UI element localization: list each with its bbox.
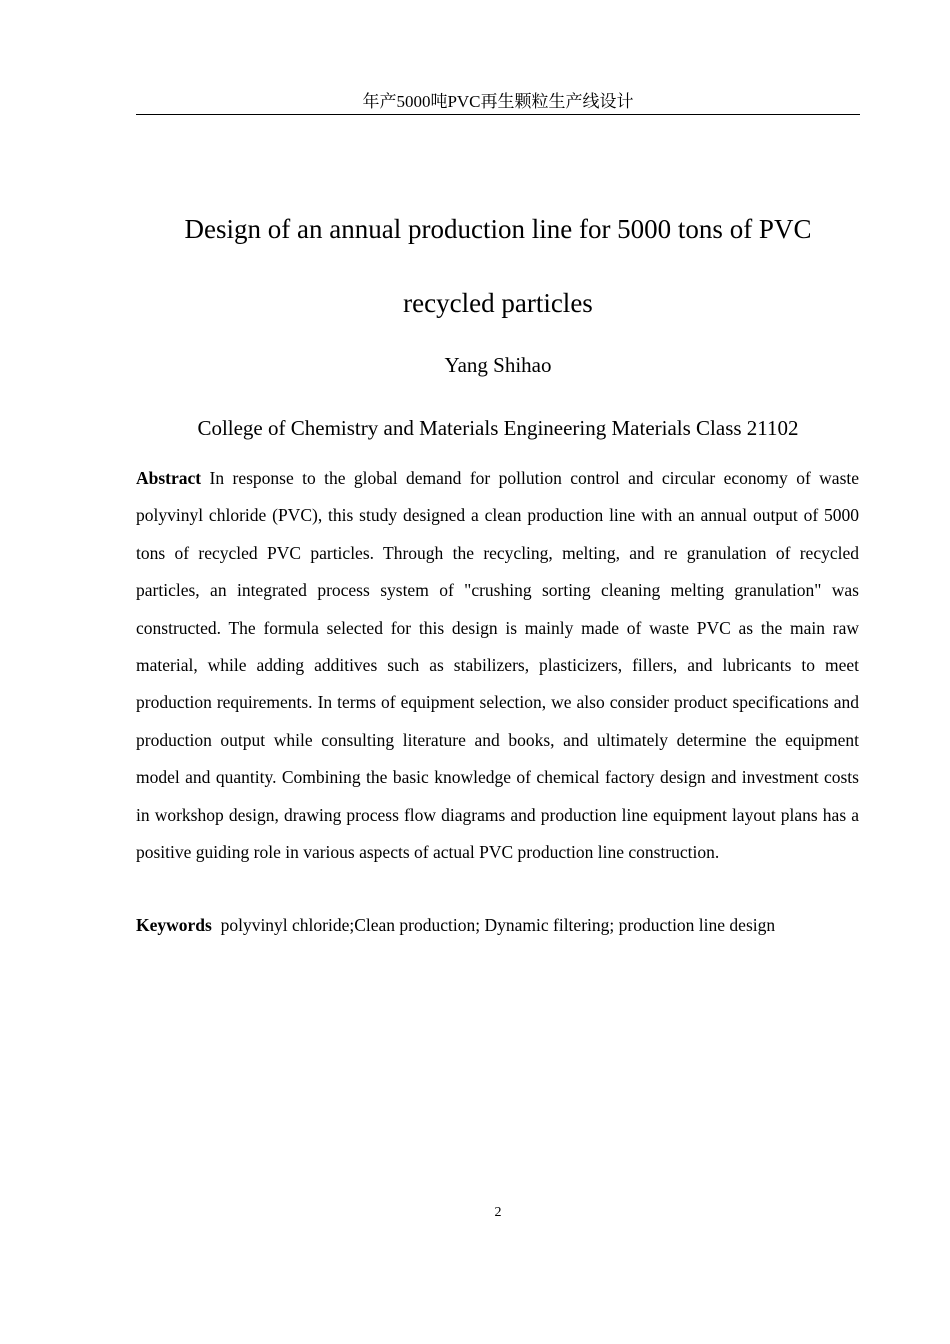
paper-title: Design of an annual production line for 5000 tons of PVC recycled particles	[184, 214, 812, 318]
keywords-text: polyvinyl chloride;Clean production; Dynamic filtering; production line design	[220, 915, 776, 935]
abstract-paragraph	[136, 460, 859, 871]
author-affiliation: College of Chemistry and Materials Engineering Materials Class 21102	[197, 416, 799, 440]
running-header: 年产5000吨PVC再生颗粒生产线设计	[136, 90, 860, 115]
keywords-label: Keywords	[136, 915, 212, 935]
author-name: Yang Shihao	[444, 353, 552, 377]
abstract-text: In response to the global demand for pollution control and circular economy of waste polyvinyl chloride (PVC), this study designed a clean production line with an annual output of 5000 tons of recycled PVC particles. Through the recycling, melting, and re granulation of recycled particles, an integrated process system of "crushing sorting cleaning melting granulation" was constructed. The formula selected for this design is mainly made of waste PVC as the main raw material, while adding additives such as stabilizers, plasticizers, fillers, and lubricants to meet production requirements. In terms of equipment selection, we also consider product specifications and production output while consulting literature and books, and ultimately determine the equipment model and quantity. Combining the basic knowledge of chemical factory design and investment costs in workshop design, drawing process flow diagrams and production line equipment layout plans has a positive guiding role in various aspects of actual PVC production line construction.	[136, 468, 860, 863]
page-number: 2	[494, 1205, 502, 1220]
abstract-label: Abstract	[136, 468, 202, 488]
keywords-line	[136, 910, 860, 940]
